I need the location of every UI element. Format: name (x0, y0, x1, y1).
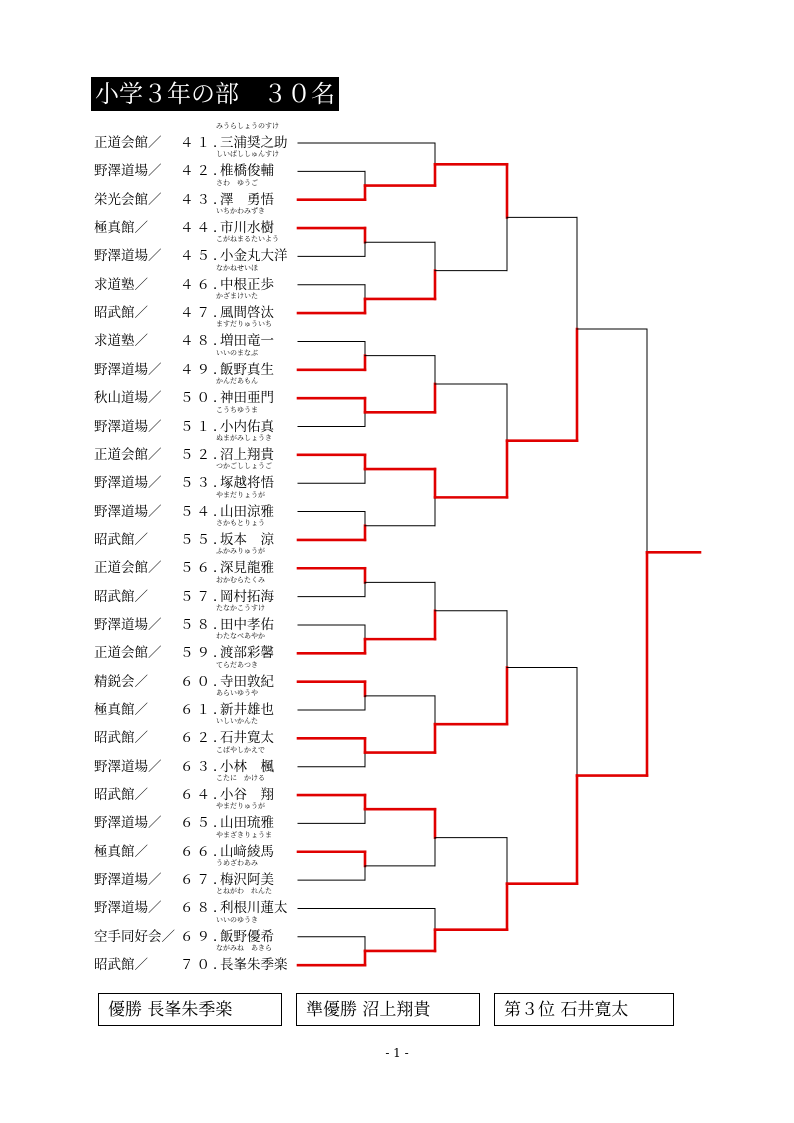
page-title: 小学３年の部 ３０名 (91, 77, 339, 111)
name-reading: こがねまるたいよう (216, 235, 279, 244)
player-name: 梅沢阿美 (220, 872, 274, 889)
dojo-name: 求道塾／ (94, 333, 148, 350)
name-reading: あらいゆうや (216, 689, 258, 697)
dojo-name: 極真館／ (94, 843, 148, 860)
player-name: 飯野優希 (220, 928, 274, 945)
player-name: 沼上翔貴 (220, 446, 274, 463)
name-reading: いいのまなぶ (216, 348, 258, 357)
player-name: 深見龍雅 (220, 560, 274, 577)
player-name: 坂本 涼 (220, 531, 274, 548)
entry-number: ４７． (180, 305, 230, 322)
entry-number: ４６． (180, 276, 230, 293)
dojo-name: 正道会館／ (94, 135, 162, 151)
entry-number: ５４． (180, 503, 230, 520)
player-name: 岡村拓海 (220, 588, 274, 605)
player-name: 渡部彩馨 (220, 645, 274, 662)
dojo-name: 正道会館／ (94, 645, 162, 662)
name-reading: ぬまがみしょうき (216, 433, 272, 442)
page-number: - 1 - (385, 1046, 409, 1060)
player-name: 田中孝佑 (220, 616, 274, 633)
dojo-name: 昭武館／ (94, 588, 148, 605)
name-reading: さかもとりょう (216, 518, 265, 527)
dojo-name: 空手同好会／ (94, 928, 175, 945)
entry-number: ４８． (180, 333, 230, 350)
dojo-name: 求道塾／ (94, 276, 148, 293)
name-reading: やまだりょうが (216, 490, 265, 499)
name-reading: さわ ゆうご (216, 178, 258, 187)
name-reading: てらだあつき (216, 660, 258, 669)
player-name: 塚越将悟 (220, 475, 274, 492)
runner-up-box: 準優勝 沼上翔貴 (296, 993, 480, 1026)
name-reading: わたなべあやか (216, 632, 265, 641)
name-reading: かんだあもん (216, 377, 258, 386)
dojo-name: 秋山道場／ (94, 390, 162, 407)
dojo-name: 昭武館／ (94, 531, 148, 548)
entry-number: ５３． (180, 475, 230, 492)
entry-number: ６０． (180, 673, 230, 690)
dojo-name: 野澤道場／ (94, 758, 162, 775)
player-name: 増田竜一 (220, 333, 274, 350)
name-reading: おかむらたくみ (216, 575, 265, 584)
name-reading: こばやしかえで (216, 745, 265, 754)
player-name: 山田涼雅 (220, 503, 274, 520)
player-name: 山田琉雅 (220, 815, 274, 832)
dojo-name: 昭武館／ (94, 787, 148, 804)
player-name: 石井寛太 (220, 730, 274, 747)
entry-number: ６５． (180, 815, 230, 832)
player-name: 澤 勇悟 (220, 191, 274, 208)
player-name: 小林 楓 (220, 758, 274, 775)
entry-number: ５７． (180, 588, 230, 605)
entry-number: ５９． (180, 645, 230, 662)
dojo-name: 正道会館／ (94, 446, 162, 463)
dojo-name: 野澤道場／ (94, 616, 162, 633)
player-name: 小内佑真 (220, 418, 274, 435)
player-name: 神田亜門 (220, 390, 274, 407)
entry-number: ５２． (180, 446, 230, 463)
dojo-name: 野澤道場／ (94, 900, 162, 917)
third-place-box: 第３位 石井寛太 (494, 993, 674, 1026)
player-name: 中根正歩 (220, 276, 274, 293)
dojo-name: 野澤道場／ (94, 418, 162, 435)
entry-number: ６９． (180, 928, 230, 945)
entry-number: ６６． (180, 843, 230, 860)
player-name: 新井雄也 (220, 702, 274, 718)
name-reading: みうらしょうのすけ (216, 122, 279, 130)
dojo-name: 昭武館／ (94, 305, 148, 322)
player-name: 椎橋俊輔 (220, 163, 274, 180)
entry-number: ６１． (180, 702, 230, 718)
entry-number: ６３． (180, 758, 230, 775)
name-reading: かざまけいた (216, 292, 258, 301)
winner-box: 優勝 長峯朱季楽 (98, 993, 282, 1026)
player-name: 三浦奨之助 (220, 135, 288, 151)
entry-number: ４２． (180, 163, 230, 180)
entry-number: ４５． (180, 248, 230, 265)
name-reading: いちかわみずき (216, 207, 265, 216)
name-reading: いいのゆうき (216, 915, 258, 924)
name-reading: やまざきりょうま (216, 830, 272, 839)
entry-number: ５８． (180, 616, 230, 633)
entry-number: ４４． (180, 220, 230, 237)
player-name: 寺田敦紀 (220, 673, 274, 690)
name-reading: こうちゆうま (216, 405, 258, 414)
name-reading: ますだりゅういち (216, 320, 272, 329)
player-name: 小谷 翔 (220, 787, 274, 804)
entry-number: ６２． (180, 730, 230, 747)
dojo-name: 極真館／ (94, 702, 148, 718)
name-reading: いしいかんた (216, 717, 258, 726)
name-reading: こたに かける (216, 774, 265, 783)
entry-number: ４１． (180, 135, 230, 151)
dojo-name: 野澤道場／ (94, 872, 162, 889)
player-name: 山﨑綾馬 (220, 843, 274, 860)
dojo-name: 野澤道場／ (94, 361, 162, 378)
name-reading: ふかみりゅうが (216, 547, 265, 556)
entry-number: ５５． (180, 531, 230, 548)
dojo-name: 野澤道場／ (94, 503, 162, 520)
dojo-name: 精鋭会／ (94, 673, 148, 690)
dojo-name: 野澤道場／ (94, 163, 162, 180)
name-reading: たなかこうすけ (216, 603, 265, 612)
dojo-name: 極真館／ (94, 220, 148, 237)
name-reading: つかごししょうご (216, 462, 272, 471)
dojo-name: 栄光会館／ (94, 191, 162, 208)
dojo-name: 野澤道場／ (94, 248, 162, 265)
player-name: 長峯朱季楽 (220, 957, 288, 974)
name-reading: ながみね あきら (216, 944, 272, 953)
player-name: 飯野真生 (220, 361, 274, 378)
name-reading: とねがわ れんた (216, 887, 272, 896)
entry-number: ４３． (180, 191, 230, 208)
name-reading: やまだりゅうが (216, 802, 265, 811)
name-reading: うめざわあみ (216, 859, 258, 868)
entry-number: ５１． (180, 418, 230, 435)
dojo-name: 野澤道場／ (94, 815, 162, 832)
entry-number: ７０． (180, 957, 230, 974)
name-reading: なかねせいほ (216, 263, 258, 272)
dojo-name: 昭武館／ (94, 730, 148, 747)
entry-number: ６７． (180, 872, 230, 889)
player-name: 市川水樹 (220, 220, 274, 237)
entry-number: ５６． (180, 560, 230, 577)
entry-number: ５０． (180, 390, 230, 407)
entry-number: ６４． (180, 787, 230, 804)
player-name: 小金丸大洋 (220, 248, 288, 265)
name-reading: しいばししゅんすけ (216, 150, 279, 159)
dojo-name: 昭武館／ (94, 957, 148, 974)
entry-number: ４９． (180, 361, 230, 378)
player-name: 利根川蓮太 (220, 900, 288, 917)
player-name: 風間啓汰 (220, 305, 274, 322)
dojo-name: 正道会館／ (94, 560, 162, 577)
entry-number: ６８． (180, 900, 230, 917)
dojo-name: 野澤道場／ (94, 475, 162, 492)
